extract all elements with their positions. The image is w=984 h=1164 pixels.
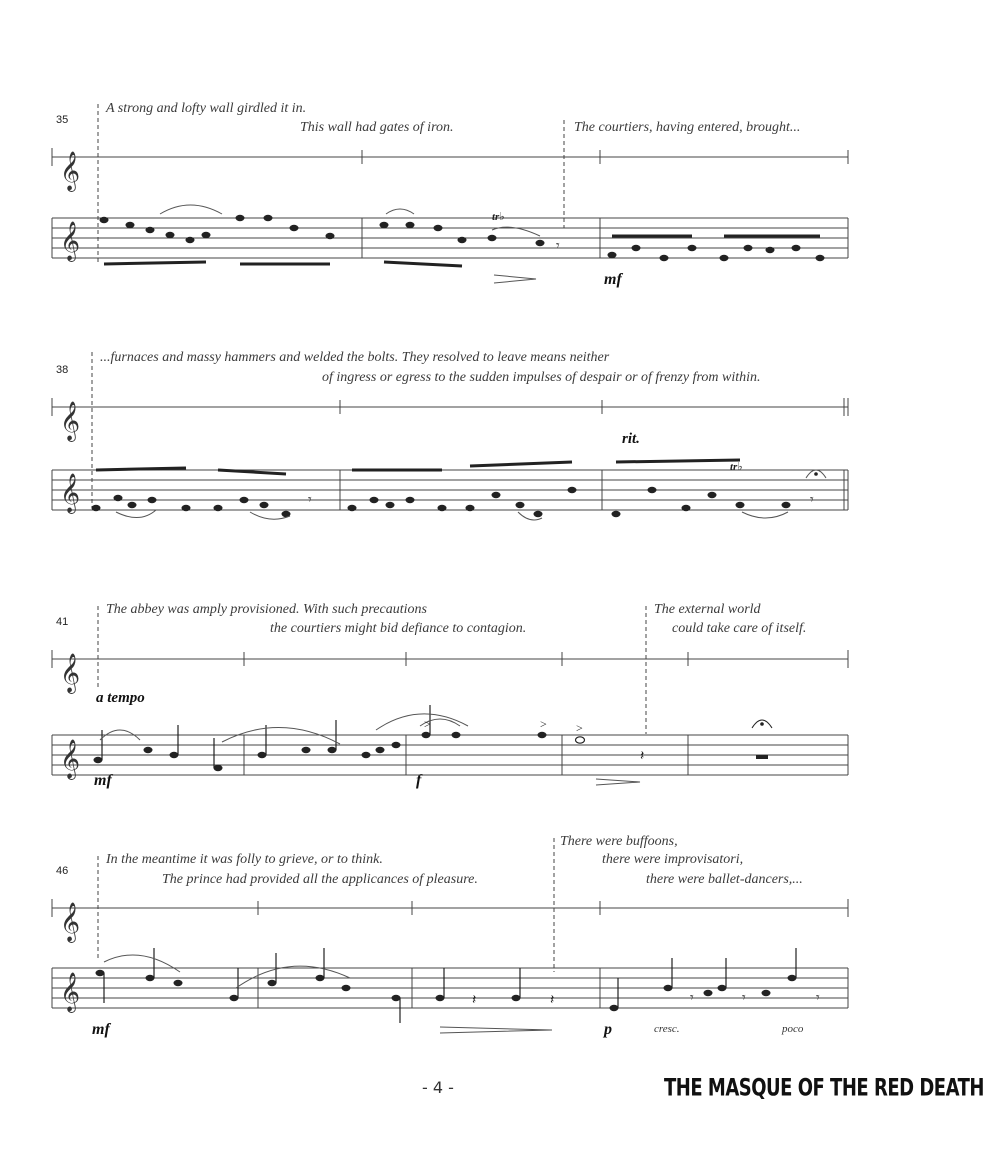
- svg-text:𝄾: 𝄾: [556, 239, 560, 254]
- narration-text: There were buffoons,: [560, 834, 678, 849]
- svg-text:>: >: [576, 721, 583, 735]
- svg-text:𝄾: 𝄾: [810, 493, 814, 508]
- measure-number: 46: [56, 865, 69, 877]
- svg-text:𝄾: 𝄾: [816, 991, 820, 1006]
- svg-text:𝄾: 𝄾: [308, 493, 312, 508]
- dynamic-marking: p: [604, 1021, 612, 1038]
- narration-text: A strong and lofty wall girdled it in.: [106, 101, 307, 116]
- svg-text:𝄽: 𝄽: [550, 993, 555, 1008]
- dynamic-marking: mf: [92, 1021, 110, 1038]
- svg-text:𝄞: 𝄞: [60, 475, 81, 512]
- page-number: - 4 -: [422, 1078, 454, 1097]
- dynamic-marking: mf: [94, 772, 112, 789]
- tempo-marking: rit.: [622, 431, 640, 447]
- narration-text: The prince had provided all the applicances of pleasure.: [162, 872, 478, 887]
- svg-text:𝄞: 𝄞: [60, 741, 81, 778]
- narration-text: of ingress or egress to the sudden impulses of despair or of frenzy from within.: [322, 370, 761, 385]
- svg-text:𝄞: 𝄞: [60, 904, 81, 941]
- svg-text:>: >: [540, 717, 547, 731]
- svg-text:>: >: [424, 717, 431, 731]
- narration-text: The abbey was amply provisioned. With such precautions: [106, 602, 427, 617]
- svg-text:𝄞: 𝄞: [60, 221, 81, 261]
- narration-text: This wall had gates of iron.: [300, 120, 454, 135]
- svg-text:𝄽: 𝄽: [472, 993, 477, 1008]
- narration-text: The courtiers, having entered, brought...: [574, 120, 801, 135]
- narration-text: there were ballet-dancers,...: [646, 872, 803, 887]
- narration-text: there were improvisatori,: [602, 852, 744, 867]
- svg-text:𝄾: 𝄾: [742, 991, 746, 1006]
- svg-text:tr♭: tr♭: [730, 461, 743, 473]
- expression-marking: cresc.: [654, 1023, 680, 1035]
- dynamic-marking: f: [416, 772, 422, 789]
- svg-text:𝄞: 𝄞: [60, 974, 81, 1011]
- svg-text:𝄞: 𝄞: [60, 655, 81, 692]
- narration-text: the courtiers might bid defiance to contagion.: [270, 621, 527, 636]
- narration-text: The external world: [654, 602, 761, 617]
- tempo-marking: a tempo: [96, 690, 145, 706]
- dynamic-marking: mf: [604, 271, 622, 288]
- measure-number: 35: [56, 114, 69, 126]
- expression-marking: poco: [782, 1023, 804, 1035]
- svg-text:𝄾: 𝄾: [690, 991, 694, 1006]
- measure-number: 41: [56, 616, 69, 628]
- narration-text: In the meantime it was folly to grieve, or to think.: [106, 852, 383, 867]
- document-title-logo: THE MASQUE OF THE RED DEATH: [664, 1074, 984, 1103]
- svg-text:𝄽: 𝄽: [640, 749, 645, 764]
- svg-text:𝄞: 𝄞: [60, 151, 81, 191]
- svg-text:tr♭: tr♭: [492, 211, 505, 223]
- svg-text:𝄞: 𝄞: [60, 403, 81, 440]
- measure-number: 38: [56, 364, 69, 376]
- narration-text: could take care of itself.: [672, 621, 807, 636]
- narration-text: ...furnaces and massy hammers and welded the bolts. They resolved to leave means neither: [100, 350, 610, 365]
